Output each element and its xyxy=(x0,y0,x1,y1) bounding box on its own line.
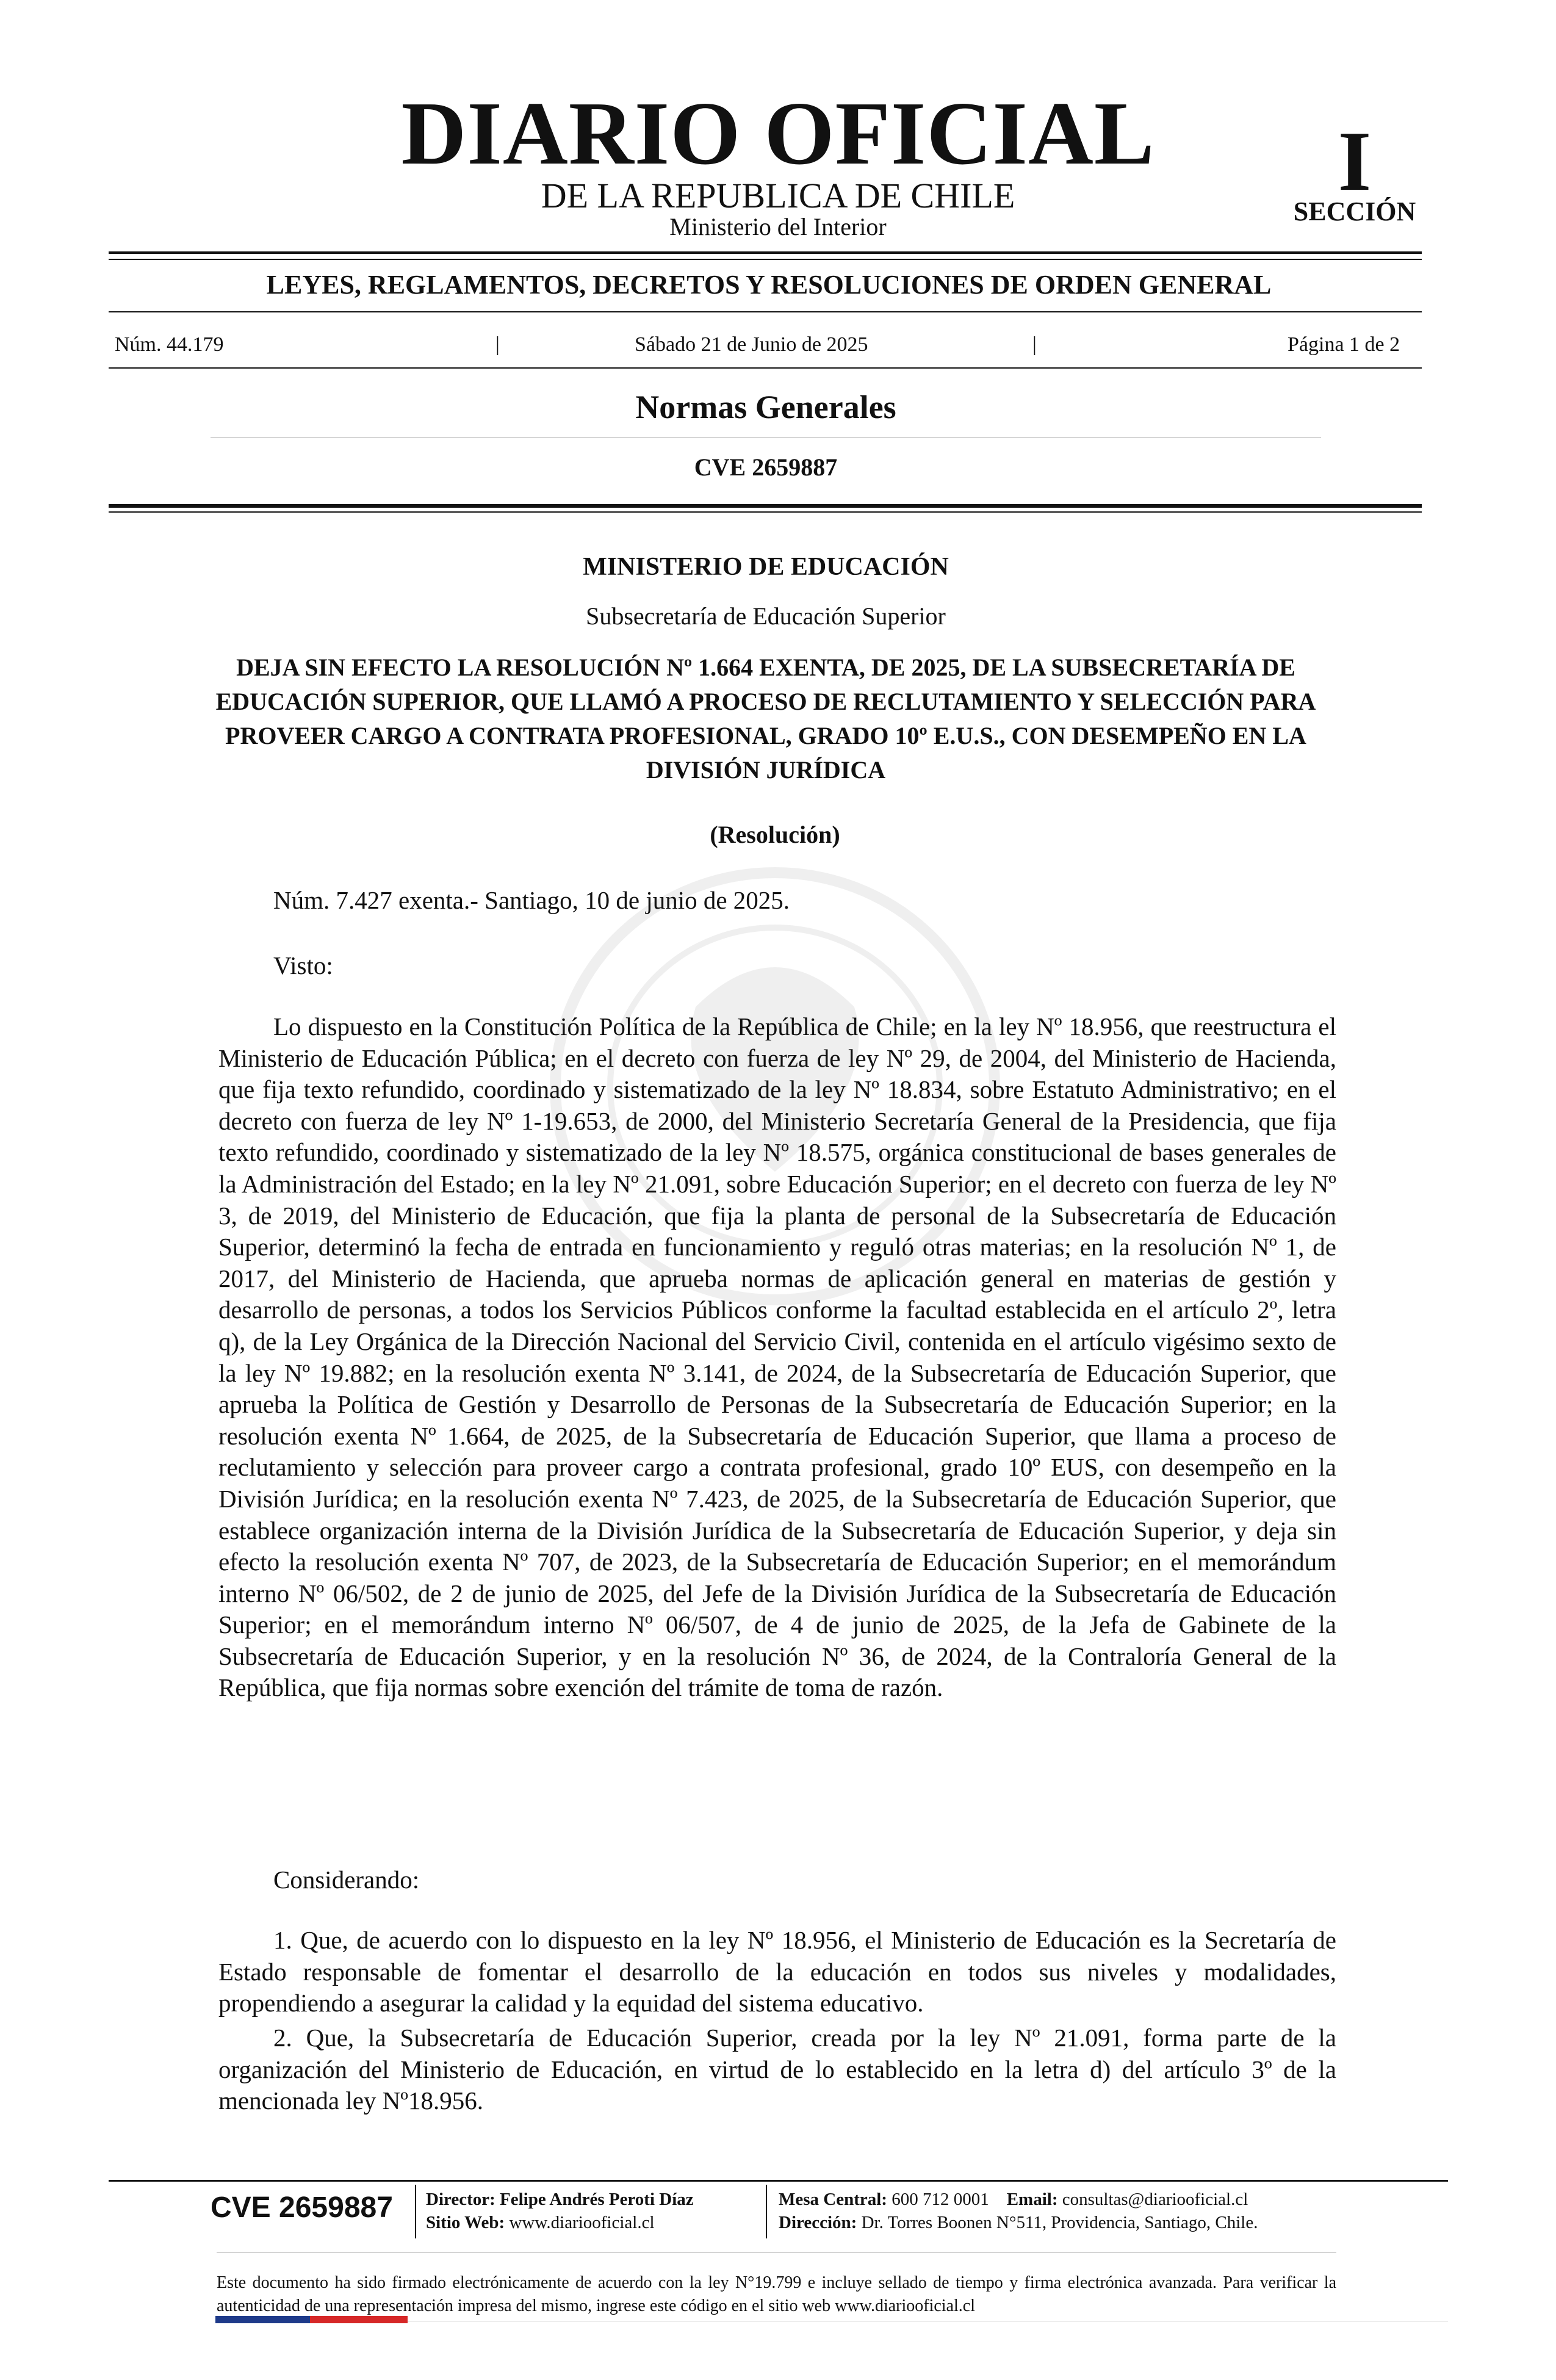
visto-paragraph: Lo dispuesto en la Constitución Política de la República de Chile; en la ley Nº 18.956, que reestructura el Ministerio de Educación Pública; en el decreto con fuerza de ley Nº 29, de 2004, del Ministerio de Hacienda, que fija texto refundido, coordinado y sistematizado de la ley Nº 18.834, sobre Estatuto Administrativo; en el decreto con fuerza de ley Nº 1-19.653, de 2000, del Ministerio Secretaría General de la Presidencia, que fija texto refundido, coordinado y sistematizado de la ley Nº 18.575, orgánica constitucional de bases generales de la Administración del Estado; en la ley Nº 21.091, sobre Educación Superior; en el decreto con fuerza de ley Nº 3, de 2019, del Ministerio de Educación, que fija la planta de personal de la Subsecretaría de Educación Superior, determinó la fecha de entrada en funcionamiento y reguló otras materias; en la resolución Nº 1, de 2017, del Ministerio de Hacienda, que aprueba normas de aplicación general en materias de gestión y desarrollo de personas, a todos los Servicios Públicos conforme la facultad establecida en el artículo 2º, letra q), de la Ley Orgánica de la Dirección Nacional del Servicio Civil, contenida en el artículo vigésimo sexto de la ley Nº 19.882; en la resolución exenta Nº 3.141, de 2024, de la Subsecretaría de Educación Superior, que aprueba la Política de Gestión y Desarrollo de Personas de la Subsecretaría de Educación Superior; en la resolución exenta Nº 1.664, de 2025, de la Subsecretaría de Educación Superior, que llama a proceso de reclutamiento y selección para proveer cargo a contrata profesional, grado 10º EUS, con desempeño en la División Jurídica; en la resolución exenta Nº 7.423, de 2025, de la Subsecretaría de Educación Superior, que establece organización interna de la División Jurídica de la Subsecretaría de Educación Superior, y deja sin efecto la resolución exenta Nº 707, de 2023, de la Subsecretaría de Educación Superior; en el memorándum interno Nº 06/502, de 2 de junio de 2025, del Jefe de la División Jurídica de la Subsecretaría de Educación Superior; en el memorándum interno Nº 06/507, de 4 de junio de 2025, de la Jefa de Gabinete de la Subsecretaría de Educación Superior, y en la resolución Nº 36, de 2024, de la Contraloría General de la República, que fija normas sobre exención del trámite de toma de razón. xyxy=(218,1012,1336,1702)
director-label: Director: xyxy=(426,2190,495,2209)
masthead-title: DIARIO OFICIAL xyxy=(401,84,1155,184)
document-ministry: MINISTERIO DE EDUCACIÓN xyxy=(583,553,949,581)
considerando-label: Considerando: xyxy=(273,1866,420,1894)
header-rule-thick xyxy=(109,504,1422,508)
info-separator: | xyxy=(495,333,500,356)
address-value: Dr. Torres Boonen N°511, Providencia, Santiago, Chile. xyxy=(861,2213,1258,2232)
footer-contact-block xyxy=(779,2188,1389,2234)
masthead-rule-bottom xyxy=(109,259,1422,260)
masthead-subtitle: DE LA REPUBLICA DE CHILE xyxy=(541,176,1015,215)
section-title-rule xyxy=(211,437,1321,438)
considerando-1: 1. Que, de acuerdo con lo dispuesto en la ley Nº 18.956, el Ministerio de Educación es la Secretaría de Estado responsable de fomentar el desarrollo de la educación en todos sus niveles y modalidades, propendiendo a asegurar la calidad y la equidad del sistema educativo. xyxy=(218,1926,1336,2018)
footer-cve: CVE 2659887 xyxy=(211,2191,393,2224)
footer-divider xyxy=(766,2185,767,2238)
section-number: I xyxy=(1338,114,1372,209)
document-type: (Resolución) xyxy=(710,821,840,848)
website-label: Sitio Web: xyxy=(426,2213,505,2232)
website-link[interactable]: www.diariooficial.cl xyxy=(509,2213,655,2232)
section-label: SECCIÓN xyxy=(1293,197,1416,226)
category-heading: LEYES, REGLAMENTOS, DECRETOS Y RESOLUCIONES DE ORDEN GENERAL xyxy=(266,270,1272,300)
resolution-number-line: Núm. 7.427 exenta.- Santiago, 10 de junio de 2025. xyxy=(273,886,790,914)
footer-divider xyxy=(415,2185,416,2238)
category-rule xyxy=(109,311,1422,312)
issue-date: Sábado 21 de Junio de 2025 xyxy=(635,333,868,356)
mesa-phone: 600 712 0001 xyxy=(891,2190,989,2209)
address-label: Dirección: xyxy=(779,2213,857,2232)
footer-director-block xyxy=(426,2188,768,2234)
considerando-2: 2. Que, la Subsecretaría de Educación Superior, creada por la ley Nº 21.091, forma parte de la organización del Ministerio de Educación, en virtud de lo establecido en la letra d) del artículo 3º de la mencionada ley Nº18.956. xyxy=(218,2024,1336,2115)
footer-legal-note: Este documento ha sido firmado electrónicamente de acuerdo con la ley N°19.799 e incluye sellado de tiempo y firma electrónica avanzada. Para verificar la autenticidad de una representación impresa del mismo, ingrese este código en el sitio web www.diariooficial.cl xyxy=(217,2273,1336,2315)
flag-stripe xyxy=(215,2316,408,2323)
email-label: Email: xyxy=(1006,2190,1058,2209)
header-rule-thin xyxy=(109,511,1422,513)
info-separator: | xyxy=(1032,333,1037,356)
info-rule xyxy=(109,367,1422,369)
visto-label: Visto: xyxy=(273,951,333,979)
footer-rule xyxy=(109,2180,1448,2182)
flag-stripe-red xyxy=(310,2316,408,2323)
cve-code: CVE 2659887 xyxy=(694,453,838,481)
masthead-ministry: Ministerio del Interior xyxy=(669,213,887,240)
director-name: Felipe Andrés Peroti Díaz xyxy=(500,2190,694,2209)
masthead-rule-top xyxy=(109,251,1422,254)
page-indicator: Página 1 de 2 xyxy=(1288,333,1400,356)
issue-number: Núm. 44.179 xyxy=(115,333,224,356)
section-title: Normas Generales xyxy=(635,389,896,425)
document-subsecretaria: Subsecretaría de Educación Superior xyxy=(586,602,946,630)
document-title: DEJA SIN EFECTO LA RESOLUCIÓN Nº 1.664 EXENTA, DE 2025, DE LA SUBSECRETARÍA DE EDUCACIÓN SUPERIOR, QUE LLAMÓ A PROCESO DE RECLUTAMIENTO Y SELECCIÓN PARA PROVEER CARGO A CONTRATA PROFESIONAL, GRADO 10º E.U.S., CON DESEMPEÑO EN LA DIVISIÓN JURÍDICA xyxy=(215,654,1316,784)
mesa-label: Mesa Central: xyxy=(779,2190,887,2209)
email-link[interactable]: consultas@diariooficial.cl xyxy=(1062,2190,1248,2209)
flag-stripe-blue xyxy=(215,2316,310,2323)
